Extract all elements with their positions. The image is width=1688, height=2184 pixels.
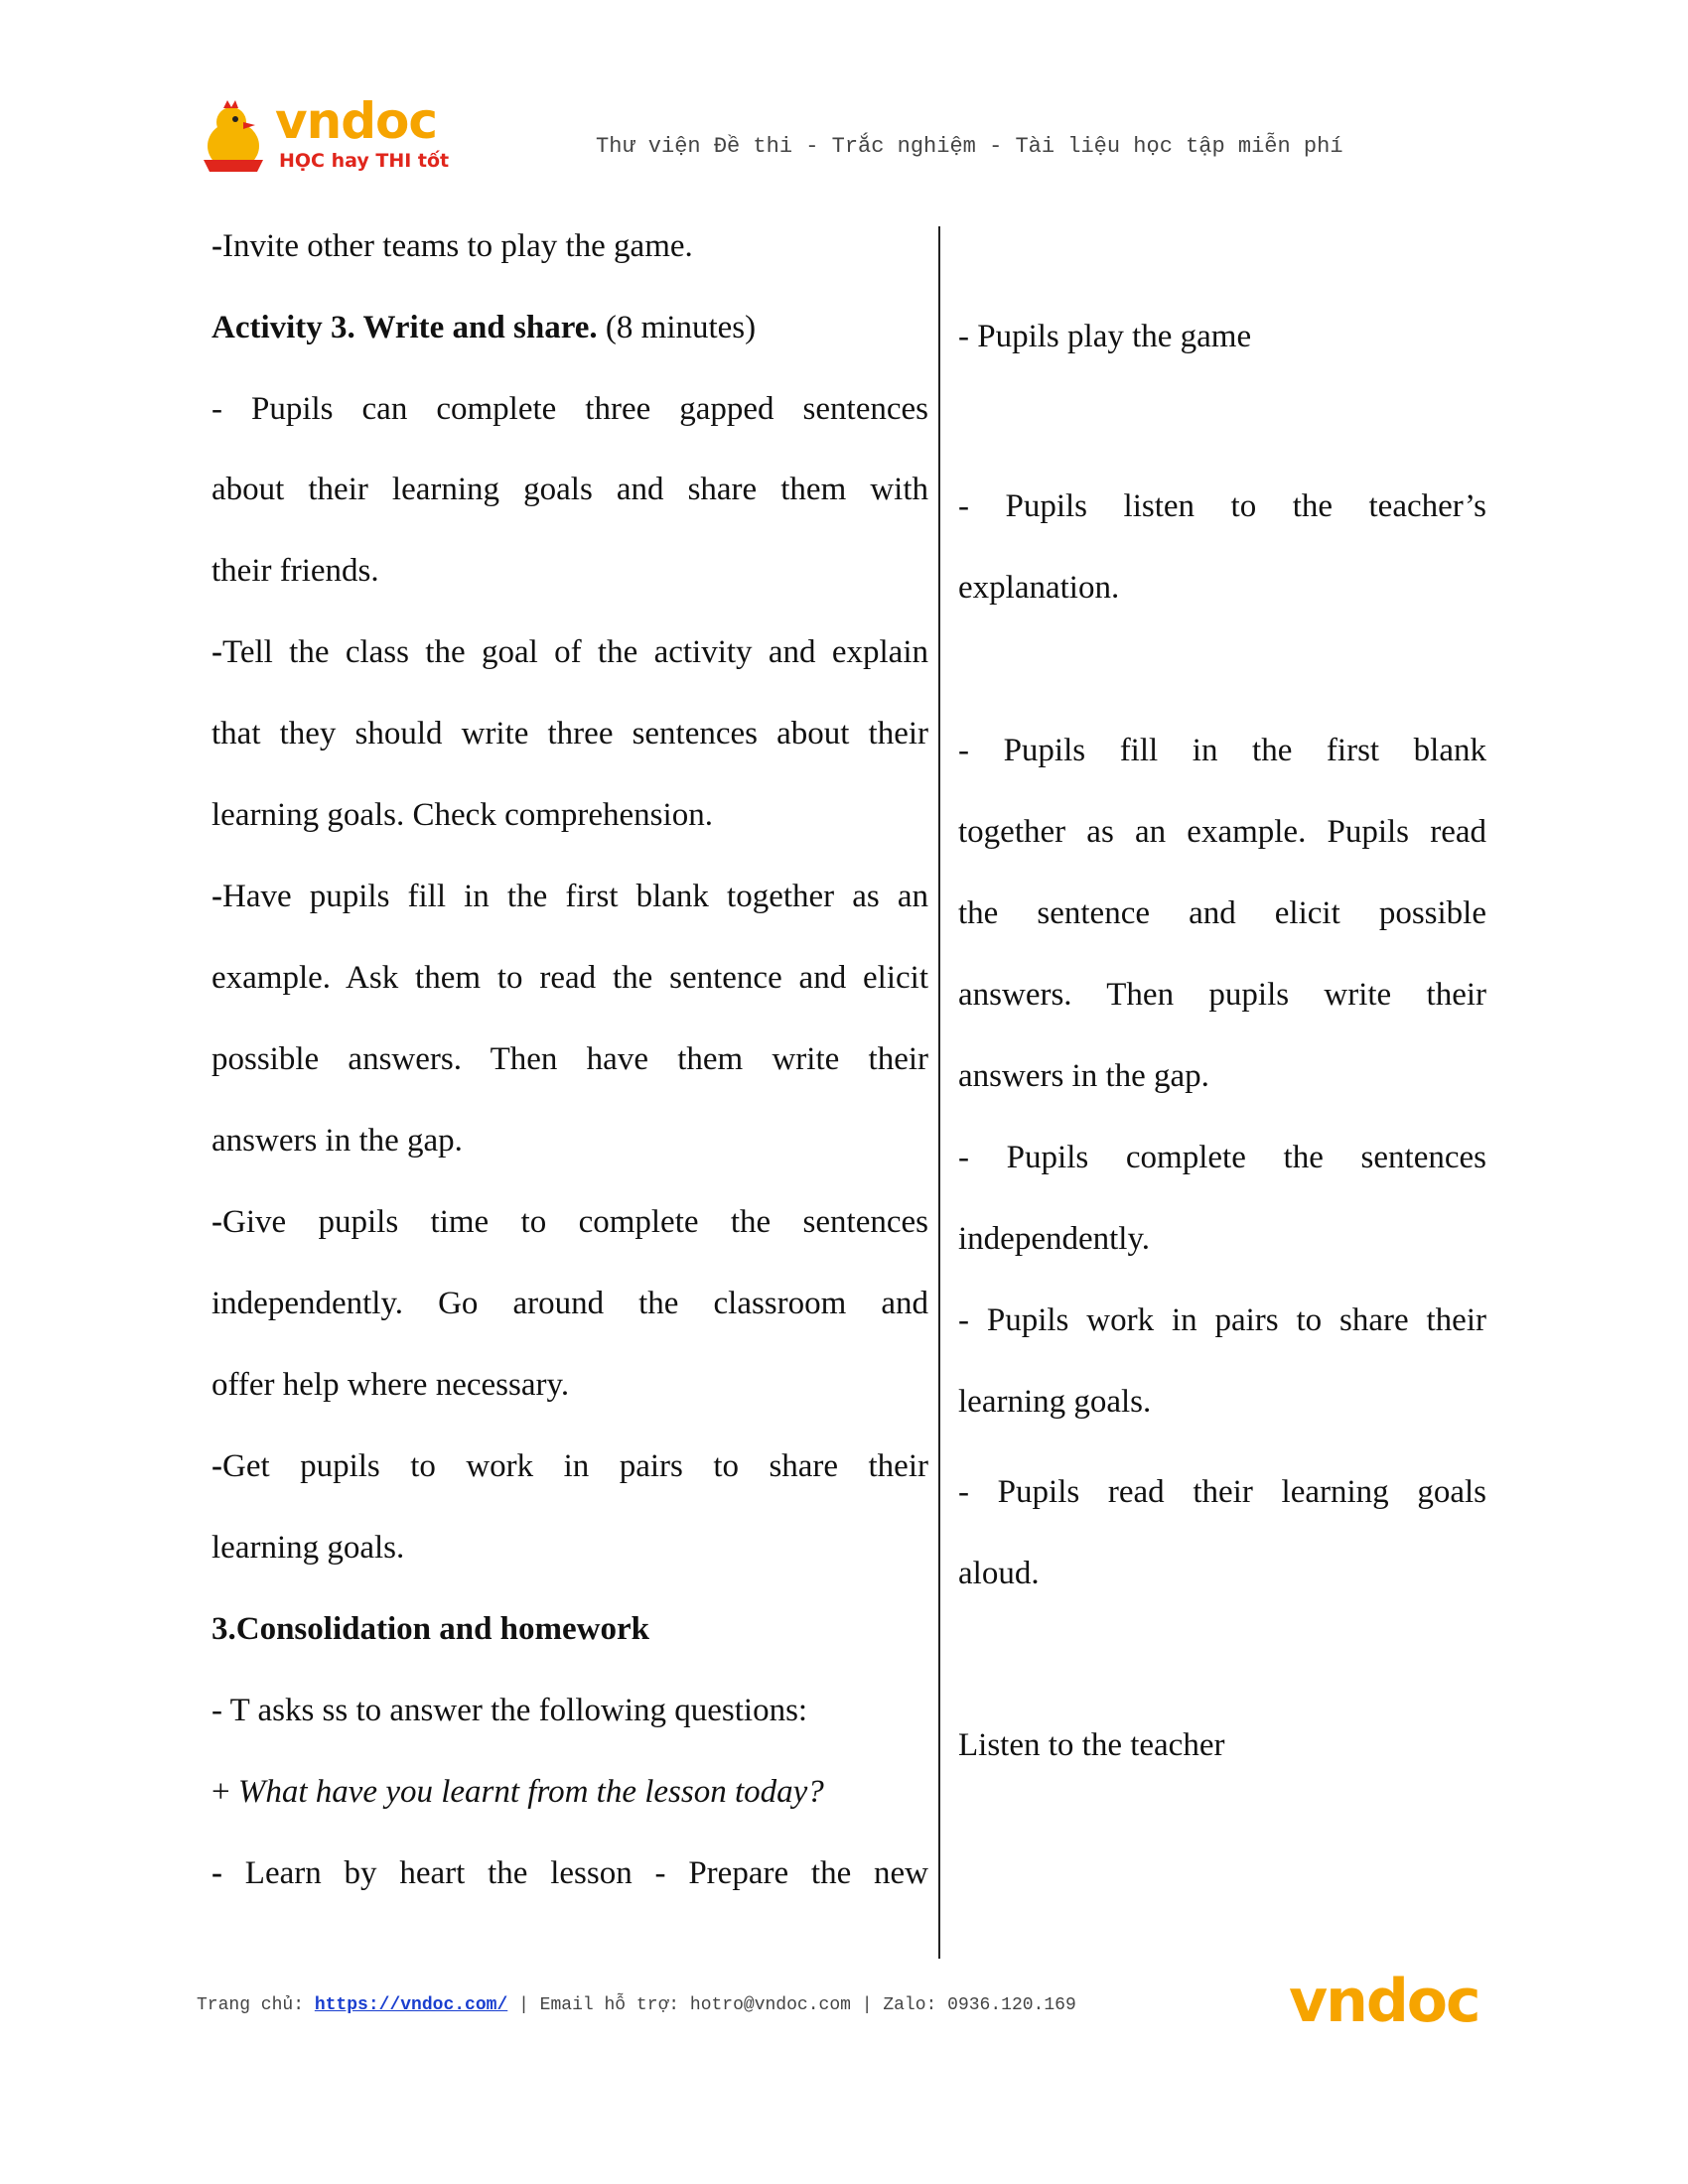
text-line: - Pupils listen to the teacher’s: [958, 488, 1486, 524]
text-line: -Have pupils fill in the first blank together as an: [211, 879, 928, 914]
text-line: together as an example. Pupils read: [958, 814, 1486, 850]
text-line: that they should write three sentences about their: [211, 716, 928, 751]
text-line: answers. Then pupils write their: [958, 977, 1486, 1013]
text-line: possible answers. Then have them write their: [211, 1041, 928, 1077]
text-line: -Invite other teams to play the game.: [211, 228, 693, 264]
footer-contact: [197, 1995, 1076, 2015]
text-line: independently. Go around the classroom and: [211, 1286, 928, 1321]
text-line: -Tell the class the goal of the activity and explain: [211, 634, 928, 670]
text-line: -Give pupils time to complete the sentences: [211, 1204, 928, 1240]
logo-tagline: HỌC hay THI tốt: [279, 150, 450, 172]
chicken-mascot-icon: [198, 100, 269, 176]
text-line: about their learning goals and share them with: [211, 472, 928, 507]
text-line: - Learn by heart the lesson - Prepare the new: [211, 1855, 928, 1891]
text-line: - Pupils can complete three gapped sentences: [211, 391, 928, 427]
text-line: answers in the gap.: [211, 1123, 463, 1159]
activity-title: Activity 3. Write and share. (8 minutes): [211, 310, 757, 345]
home-link[interactable]: https://vndoc.com/: [314, 1995, 508, 2015]
text-line: their friends.: [211, 553, 379, 589]
contact-info: | Email hỗ trợ: hotro@vndoc.com | Zalo: 0936.120.169: [507, 1995, 1076, 2015]
column-divider: [938, 226, 940, 1959]
header-tagline: Thư viện Đề thi - Trắc nghiệm - Tài liệu học tập miễn phí: [596, 134, 1343, 159]
text-line: Listen to the teacher: [958, 1727, 1225, 1763]
text-line: - Pupils fill in the first blank: [958, 733, 1486, 768]
page-header: [194, 94, 1494, 184]
vndoc-logo[interactable]: [194, 94, 452, 179]
question-line: + What have you learnt from the lesson today?: [211, 1774, 824, 1810]
text-line: answers in the gap.: [958, 1058, 1209, 1094]
footer-vndoc-logo[interactable]: vndoc: [1289, 1967, 1479, 2036]
text-line: - T asks ss to answer the following questions:: [211, 1693, 808, 1728]
text-line: learning goals.: [958, 1384, 1152, 1420]
text-line: -Get pupils to work in pairs to share their: [211, 1448, 928, 1484]
text-line: - Pupils read their learning goals: [958, 1474, 1486, 1510]
home-label: Trang chủ:: [197, 1995, 315, 2015]
text-line: - Pupils play the game: [958, 319, 1252, 354]
text-line: independently.: [958, 1221, 1151, 1257]
text-line: explanation.: [958, 570, 1120, 606]
page-footer: [197, 1967, 1497, 2055]
text-line: offer help where necessary.: [211, 1367, 570, 1403]
text-line: learning goals. Check comprehension.: [211, 797, 713, 833]
logo-wordmark: vndoc: [275, 92, 437, 150]
text-line: - Pupils work in pairs to share their: [958, 1302, 1486, 1338]
text-line: example. Ask them to read the sentence and elicit: [211, 960, 928, 996]
text-line: the sentence and elicit possible: [958, 895, 1486, 931]
text-line: - Pupils complete the sentences: [958, 1140, 1486, 1175]
section-heading: 3.Consolidation and homework: [211, 1611, 650, 1647]
text-line: aloud.: [958, 1556, 1040, 1591]
text-line: learning goals.: [211, 1530, 405, 1566]
